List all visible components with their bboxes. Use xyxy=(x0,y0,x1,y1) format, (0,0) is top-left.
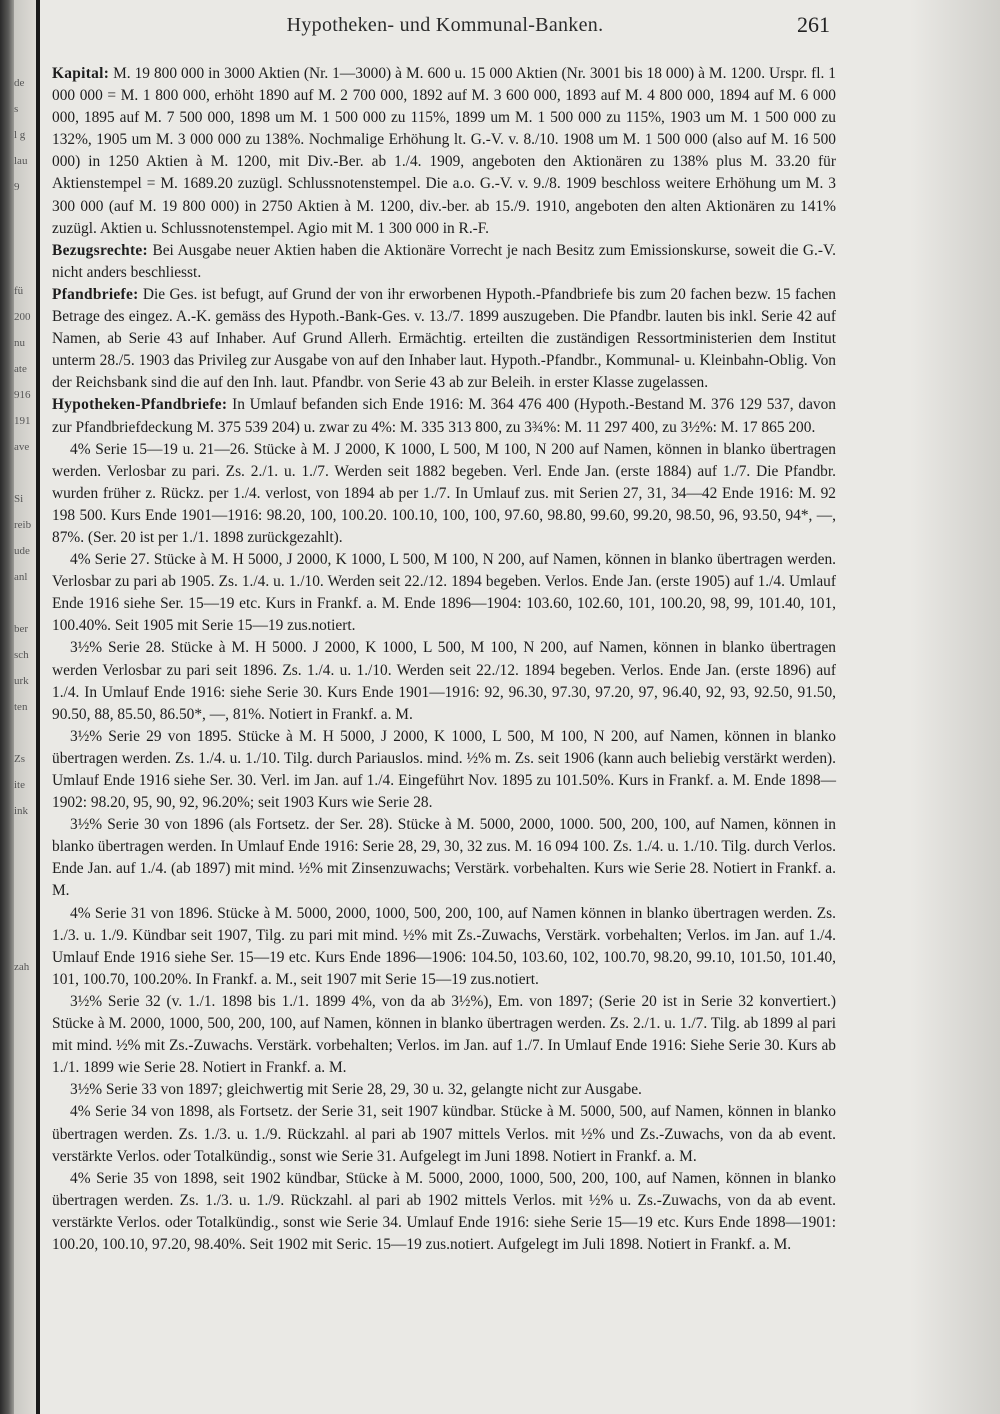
gutter-fragment: l g xyxy=(14,129,26,141)
paragraph-text: 4% Serie 15—19 u. 21—26. Stücke à M. J 2000, K 1000, L 500, M 100, N 200 auf Namen, können in blanko übertragen werden. Verlosbar zu pari. Zs. 2./1. u. 1./7. Werden seit 1882 begeben. Verl. Ende Jan. (erste 1884) auf 1./7. Die Pfandbr. wurden früher z. Rückz. per 1./4. verlost, von 1894 ab per 1./7. In Umlauf zus. mit Serien 27, 31, 34—42 Ende 1916: M. 92 198 500. Kurs Ende 1901—1916: 98.20, 100, 100.20. 100.10, 100, 100, 97.60, 98.80, 99.60, 99.20, 98.50, 96, 93.50, 94*, —, 87%. (Ser. 20 ist per 1./1. 1898 zurückgezahlt). xyxy=(52,440,836,546)
paragraph xyxy=(52,991,836,1079)
gutter-fragment: ite xyxy=(14,779,25,791)
gutter-fragment: lau xyxy=(14,155,28,167)
paragraph xyxy=(52,284,836,394)
gutter-fragment xyxy=(14,1058,38,1084)
paragraph-text: 4% Serie 31 von 1896. Stücke à M. 5000, 2000, 1000, 500, 200, 100, auf Namen können in blanko übertragen werden. Zs. 1./3. u. 1./9. Kündbar seit 1907, Tilg. zu pari mit mind. ½% mit Zs.-Zuwachs, Verstärk. vorbehalten; Verlos. im Jan. auf 1./4. Umlauf Ende 1916 siehe Ser. 15—19 etc. Kurs Ende 1896—1906: 104.50, 103.60, 102, 100.70, 98.20, 99.10, 101.50, 101.40, 101, 100.70, 100.20%. In Frankf. a. M., seit 1907 mit Serie 15—19 zus.notiert. xyxy=(52,904,836,988)
gutter-fragment xyxy=(14,928,38,954)
gutter-fragment xyxy=(14,902,38,928)
paragraph-text: Die Ges. ist befugt, auf Grund der von ihr erworbenen Hypoth.-Pfandbriefe bis zum 20 fachen bezw. 15 fachen Betrage des eingez. A.-K. gemäss des Hypoth.-Bank-Ges. v. 13./7. 1899 auszugeben. Die Pfandbr. lauten bis inkl. Serie 42 auf Namen, ab Serie 43 auf Inhaber. Auf Grund Allerh. Ermächtig. erteilten die zuständigen Ressortministerien dem Institut unterm 28./5. 1903 das Privileg zur Ausgabe von auf den Inhaber laut. Hypoth.-Pfandbr., Kommunal- u. Kleinbahn-Oblig. Von der Reichsbank sind die auf den Inh. laut. Pfandbr. von Serie 43 ab zur Beleih. in erster Klasse zugelassen. xyxy=(52,285,836,392)
paragraph-text: 3½% Serie 30 von 1896 (als Fortsetz. der Ser. 28). Stücke à M. 5000, 2000, 1000. 500, 200, 100, auf Namen, können in blanko übertragen werden. In Umlauf Ende 1916: Serie 28, 29, 30, 32 zus. M. 16 094 100. Zs. 1./4. u. 1./10. Tilg. durch Verlos. Ende Jan. auf 1./4. (ab 1897) mit mind. ½% mit Zinsenzuwachs; Verstärk. vorbehalten. Kurs wie Serie 28. Notiert in Frankf. a. M. xyxy=(52,816,836,900)
gutter-fragment: ave xyxy=(14,441,30,453)
paragraph xyxy=(52,1079,836,1101)
gutter-fragment: de xyxy=(14,77,25,89)
gutter-fragment xyxy=(14,1318,38,1344)
gutter-fragment: s xyxy=(14,103,19,115)
gutter-fragment xyxy=(14,1110,38,1136)
gutter-fragment: ten xyxy=(14,701,28,713)
paragraph-text: 3½% Serie 28. Stücke à M. H 5000. J 2000, K 1000, L 500, M 100, N 200, auf Namen, können in blanko übertragen werden Verlosbar zu pari seit 1896. Zs. 1./4. u. 1./10. Werden seit 22./12. 1894 begeben. Verlos. Ende Jan. (erste 1896) auf 1./4. In Umlauf Ende 1916: siehe Serie 30. Kurs Ende 1901—1916: 92, 96.30, 97.30, 97.20, 97, 96.40, 92, 93, 92.50, 91.50, 90.50, 88, 85.50, 86.50*, —, 81%. Notiert in Frankf. a. M. xyxy=(52,639,836,723)
paragraph xyxy=(52,814,836,902)
gutter-fragment xyxy=(14,1162,38,1188)
paragraph xyxy=(52,1168,836,1256)
paragraph-text: 3½% Serie 33 von 1897; gleichwertig mit Serie 28, 29, 30 u. 32, gelangte nicht zur Ausgabe. xyxy=(70,1081,642,1099)
gutter-fragment xyxy=(14,226,38,252)
paragraph xyxy=(52,903,836,991)
gutter-fragment: ude xyxy=(14,545,30,557)
gutter-fragment xyxy=(14,1292,38,1318)
gutter-fragment xyxy=(14,252,38,278)
gutter-fragment: anl xyxy=(14,571,28,583)
binding-gutter-shadow xyxy=(0,0,14,1414)
paragraph-heading: Bezugsrechte: xyxy=(52,241,148,259)
page-number: 261 xyxy=(797,12,830,37)
gutter-fragment: zah xyxy=(14,961,30,973)
adjacent-page-fragments xyxy=(14,70,38,1370)
gutter-fragment: 9 xyxy=(14,181,20,193)
gutter-fragment xyxy=(14,1006,38,1032)
paragraph-heading: Pfandbriefe: xyxy=(52,285,139,303)
paragraph xyxy=(52,63,836,240)
paragraph xyxy=(52,726,836,814)
paragraph-text: In Umlauf befanden sich Ende 1916: M. 364 476 400 (Hypoth.-Bestand M. 376 129 537, davon zur Pfandbriefdeckung M. 375 539 204) u. zwar zu 4%: M. 335 313 800, zu 3¾%: M. 11 297 400, zu 3½%: M. 17 865 200. xyxy=(52,396,836,436)
gutter-fragment xyxy=(14,850,38,876)
paragraph-text: 3½% Serie 29 von 1895. Stücke à M. H 5000, J 2000, K 1000, L 500, M 100, N 200, auf Namen, können in blanko übertragen werden. Zs. 1./4. u. 1./10. Tilg. durch Pariauslos. mind. ½% m. Zs. seit 1906 (kann auch beliebig verstärkt werden). Umlauf Ende 1916 siehe Ser. 30. Verl. im Jan. auf 1./4. Eingeführt Nov. 1895 zu 101.50%. Kurs in Frankf. a. M. Ende 1898—1902: 98.20, 95, 90, 92, 96.20%; seit 1903 Kurs wie Serie 28. xyxy=(52,727,836,812)
gutter-fragment xyxy=(14,980,38,1006)
gutter-fragment xyxy=(14,1032,38,1058)
gutter-fragment: urk xyxy=(14,675,29,687)
gutter-fragment: ink xyxy=(14,805,29,817)
gutter-fragment: ber xyxy=(14,623,29,635)
paragraph xyxy=(52,637,836,725)
gutter-fragment xyxy=(14,1188,38,1214)
gutter-fragment xyxy=(14,824,38,850)
scan-edge-shading xyxy=(910,0,1000,1414)
gutter-fragment xyxy=(14,876,38,902)
gutter-fragment: ate xyxy=(14,363,27,375)
gutter-fragment xyxy=(14,1136,38,1162)
gutter-fragment: reib xyxy=(14,519,32,531)
running-title: Hypotheken- und Kommunal-Banken. xyxy=(286,14,604,36)
paragraph-text: M. 19 800 000 in 3000 Aktien (Nr. 1—3000) à M. 600 u. 15 000 Aktien (Nr. 3001 bis 18 000) à M. 1200. Urspr. fl. 1 000 000 = M. 1 800 000, erhöht 1890 auf M. 2 700 000, 1892 auf M. 3 600 000, 1893 auf M. 4 800 000, 1894 auf M. 6 000 000, 1895 auf M. 7 500 000, 1898 um M. 1 500 000 zu 115%, 1899 um M. 1 500 000 zu 115%, 1903 um M. 1 500 000 zu 132%, 1905 um M. 3 000 000 zu 138%. Nochmalige Erhöhung lt. G.-V. v. 8./10. 1908 um M. 1 500 000 (also auf M. 16 500 000) in 1250 Aktien à M. 1200, mit Div.-Ber. ab 1./4. 1909, angeboten den Aktionären zu 138% plus M. 33.20 für Aktienstempel = M. 1689.20 zuzügl. Schlussnotenstempel. Die a.o. G.-V. v. 9./8. 1909 beschloss weitere Erhöhung um M. 3 300 000 (auf M. 19 800 000) in 2750 Aktien à M. 1200, div.-ber. ab 15./9. 1910, angeboten den alten Aktionären zu 141% zuzügl. Aktien u. Schlussnotenstempel. Agio mit M. 1 300 000 in R.-F. xyxy=(52,65,836,237)
gutter-fragment: 191 xyxy=(14,415,31,427)
gutter-fragment xyxy=(14,1214,38,1240)
page-header xyxy=(60,12,830,42)
gutter-fragment: fü xyxy=(14,285,24,297)
paragraph-text: 4% Serie 34 von 1898, als Fortsetz. der Serie 31, seit 1907 kündbar. Stücke à M. 5000, 500, auf Namen, können in blanko übertragen werden. Zs. 1./3. u. 1./9. Rückzahl. al pari ab 1907 mittels Verlos. mit ½% und Zs.-Zuwachs, von da ab event. verstärkte Verlos. oder Totalkündig., sonst wie Serie 31. Aufgelegt im Juni 1898. Notiert in Frankf. a. M. xyxy=(52,1103,836,1165)
gutter-fragment: nu xyxy=(14,337,25,349)
paragraph-text: 4% Serie 35 von 1898, seit 1902 kündbar, Stücke à M. 5000, 2000, 1000, 500, 200, 100, auf Namen, können in blanko übertragen werden. Zs. 1./3. u. 1./9. Rückzahl. al pari ab 1902 mittels Verlos. mit ½% u. Zs.-Zuwachs, von da ab event. verstärkte Verlos. oder Totalkündig., sonst wie Serie 34. Umlauf Ende 1916: siehe Serie 15—19 etc. Kurs Ende 1898—1901: 100.20, 100.10, 97.20, 98.40%. Seit 1902 mit Seric. 15—19 zus.notiert. Aufgelegt im Juli 1898. Notiert in Frankf. a. M. xyxy=(52,1169,836,1253)
gutter-fragment xyxy=(14,1240,38,1266)
gutter-fragment: Si xyxy=(14,493,24,505)
body-text xyxy=(52,63,836,1256)
paragraph-text: Bei Ausgabe neuer Aktien haben die Aktionäre Vorrecht je nach Besitz zum Emissionskurse, soweit die G.-V. nicht anders beschliesst. xyxy=(52,241,836,281)
paragraph-text: 4% Serie 27. Stücke à M. H 5000, J 2000, K 1000, L 500, M 100, N 200, auf Namen, können in blanko übertragen werden. Verlosbar zu pari ab 1905. Zs. 1./4. u. 1./10. Werden seit 22./12. 1894 begeben. Verlos. Ende Jan. (erste 1905) auf 1./4. Umlauf Ende 1916 siehe Ser. 15—19 etc. Kurs in Frankf. a. M. Ende 1896—1904: 103.60, 102.60, 101, 100.20, 98, 99, 101.40, 101, 100.40%. Seit 1905 mit Serie 15—19 zus.notiert. xyxy=(52,551,836,635)
gutter-fragment xyxy=(14,1084,38,1110)
gutter-fragment xyxy=(14,460,38,486)
paragraph xyxy=(52,439,836,549)
gutter-fragment: Zs xyxy=(14,753,25,765)
paragraph-text: 3½% Serie 32 (v. 1./1. 1898 bis 1./1. 1899 4%, von da ab 3½%), Em. von 1897; (Serie 20 ist in Serie 32 konvertiert.) Stücke à M. 2000, 1000, 500, 200, 100, auf Namen, können in blanko übertragen werden. Zs. 2./1. u. 1./7. Tilg. ab 1899 al pari mit mind. ½% mit Zs.-Zuwachs. Verstärk. vorbehalten; Verlos. im Jan. auf 1./7. In Umlauf Ende 1916: Siehe Serie 30. Kurs ab 1./1. 1899 wie Serie 28. Notiert in Frankf. a. M. xyxy=(52,992,836,1077)
gutter-fragment: 916 xyxy=(14,389,31,401)
gutter-fragment: 200 xyxy=(14,311,31,323)
gutter-fragment: sch xyxy=(14,649,29,661)
gutter-fragment xyxy=(14,590,38,616)
paragraph xyxy=(52,1101,836,1167)
paragraph xyxy=(52,240,836,284)
gutter-fragment xyxy=(14,720,38,746)
gutter-fragment xyxy=(14,1266,38,1292)
gutter-fragment xyxy=(14,1344,38,1370)
paragraph-heading: Kapital: xyxy=(52,65,110,82)
gutter-fragment xyxy=(14,200,38,226)
paragraph xyxy=(52,549,836,637)
paragraph xyxy=(52,394,836,438)
paragraph-heading: Hypotheken-Pfandbriefe: xyxy=(52,396,228,414)
